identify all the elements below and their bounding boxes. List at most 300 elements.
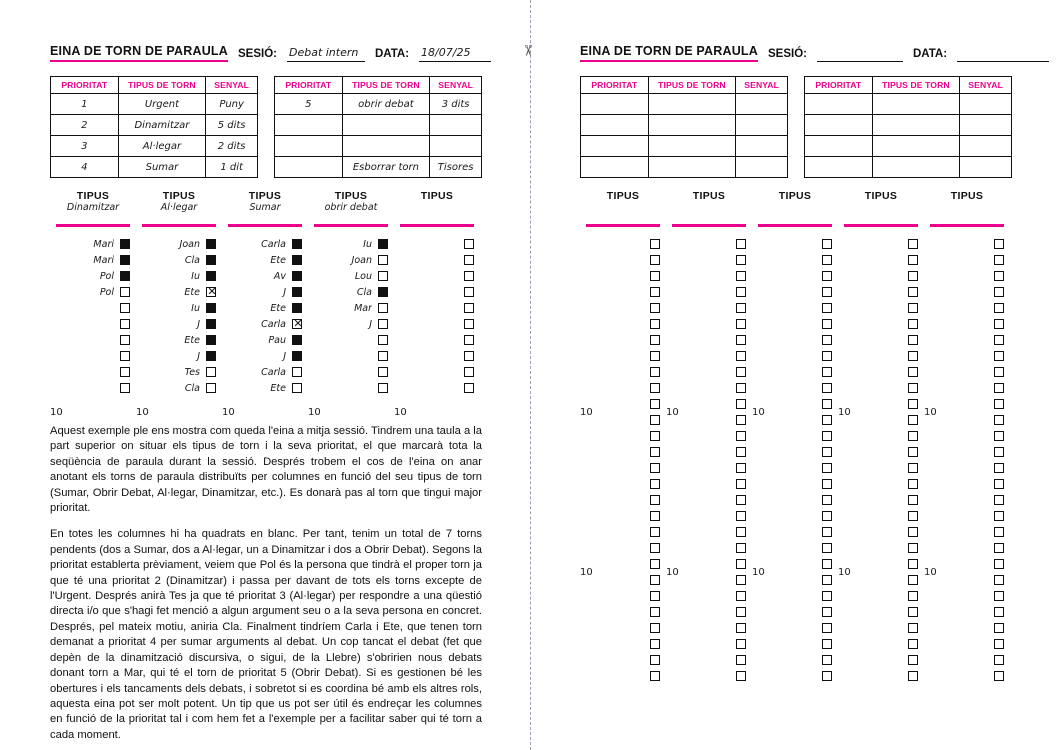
checkbox-empty[interactable] [464, 303, 474, 313]
cell-prioritat[interactable]: 5 [275, 94, 343, 115]
turn-name[interactable]: Iu [363, 238, 372, 250]
checkbox-empty[interactable] [908, 463, 918, 473]
checkbox-empty[interactable] [650, 623, 660, 633]
checkbox-empty[interactable] [994, 319, 1004, 329]
checkbox-empty[interactable] [650, 495, 660, 505]
checkbox-empty[interactable] [120, 287, 130, 297]
checkbox-empty[interactable] [994, 335, 1004, 345]
cell-prioritat[interactable] [275, 115, 343, 136]
checkbox-empty[interactable] [822, 543, 832, 553]
cell-prioritat[interactable] [581, 157, 649, 178]
checkbox-filled[interactable] [292, 271, 302, 281]
cell-prioritat[interactable] [581, 136, 649, 157]
checkbox-empty[interactable] [908, 431, 918, 441]
turn-name[interactable]: Ete [270, 302, 286, 314]
checkbox-empty[interactable] [994, 527, 1004, 537]
cell-tipus[interactable] [648, 115, 736, 136]
checkbox-empty[interactable] [908, 655, 918, 665]
checkbox-empty[interactable] [908, 399, 918, 409]
checkbox-empty[interactable] [650, 575, 660, 585]
checkbox-empty[interactable] [994, 239, 1004, 249]
checkbox-empty[interactable] [994, 383, 1004, 393]
turn-name[interactable]: Joan [179, 238, 200, 250]
cell-senyal[interactable] [960, 115, 1012, 136]
checkbox-empty[interactable] [994, 655, 1004, 665]
checkbox-empty[interactable] [650, 655, 660, 665]
cell-senyal[interactable]: Puny [206, 94, 258, 115]
turn-name[interactable]: J [197, 350, 200, 362]
checkbox-empty[interactable] [650, 591, 660, 601]
cell-tipus[interactable] [872, 94, 960, 115]
turn-name[interactable]: Pol [99, 286, 114, 298]
checkbox-empty[interactable] [650, 239, 660, 249]
checkbox-empty[interactable] [650, 383, 660, 393]
checkbox-empty[interactable] [120, 367, 130, 377]
checkbox-empty[interactable] [650, 255, 660, 265]
turn-name[interactable]: J [283, 350, 286, 362]
checkbox-empty[interactable] [908, 367, 918, 377]
checkbox-empty[interactable] [650, 431, 660, 441]
checkbox-empty[interactable] [822, 351, 832, 361]
turn-row [580, 636, 666, 652]
turn-name[interactable]: Carla [261, 366, 286, 378]
turn-column-type[interactable] [924, 202, 1010, 215]
turn-row [752, 300, 838, 316]
checkbox-empty[interactable] [994, 255, 1004, 265]
scissors-icon: ✂ [518, 44, 536, 57]
checkbox-filled[interactable] [292, 335, 302, 345]
checkbox-filled[interactable] [292, 351, 302, 361]
cell-senyal[interactable] [736, 157, 788, 178]
checkbox-empty[interactable] [822, 479, 832, 489]
checkbox-empty[interactable] [650, 319, 660, 329]
checkbox-empty[interactable] [650, 527, 660, 537]
checkbox-empty[interactable] [994, 495, 1004, 505]
cell-prioritat[interactable] [581, 115, 649, 136]
checkbox-empty[interactable] [206, 367, 216, 377]
cell-senyal[interactable]: 2 dits [206, 136, 258, 157]
checkbox-empty[interactable] [822, 591, 832, 601]
checkbox-empty[interactable] [822, 495, 832, 505]
cell-prioritat[interactable] [805, 157, 873, 178]
checkbox-empty[interactable] [994, 607, 1004, 617]
cell-tipus[interactable]: Esborrar torn [342, 157, 430, 178]
cell-tipus[interactable]: Sumar [118, 157, 206, 178]
checkbox-empty[interactable] [994, 399, 1004, 409]
cell-senyal[interactable] [960, 136, 1012, 157]
checkbox-empty[interactable] [822, 447, 832, 457]
cell-tipus[interactable]: obrir debat [342, 94, 430, 115]
turn-column-type[interactable] [752, 202, 838, 215]
checkbox-empty[interactable] [378, 351, 388, 361]
checkbox-filled[interactable] [206, 303, 216, 313]
checkbox-empty[interactable] [120, 383, 130, 393]
checkbox-filled[interactable] [292, 239, 302, 249]
checkbox-empty[interactable] [464, 383, 474, 393]
checkbox-empty[interactable] [736, 415, 746, 425]
checkbox-empty[interactable] [908, 239, 918, 249]
checkbox-empty[interactable] [908, 559, 918, 569]
cell-senyal[interactable] [960, 157, 1012, 178]
cell-tipus[interactable] [342, 115, 430, 136]
checkbox-empty[interactable] [736, 607, 746, 617]
col-header-senyal: SENYAL [736, 77, 788, 94]
turn-column-type[interactable] [394, 202, 480, 215]
cell-prioritat[interactable]: 3 [51, 136, 119, 157]
cell-tipus[interactable] [648, 136, 736, 157]
left-date-field[interactable] [419, 47, 491, 62]
checkbox-empty[interactable] [736, 591, 746, 601]
turn-row [580, 620, 666, 636]
checkbox-empty[interactable] [908, 287, 918, 297]
cell-senyal[interactable] [736, 94, 788, 115]
checkbox-empty[interactable] [736, 575, 746, 585]
checkbox-empty[interactable] [464, 319, 474, 329]
checkbox-empty[interactable] [736, 623, 746, 633]
checkbox-empty[interactable] [994, 287, 1004, 297]
checkbox-empty[interactable] [736, 671, 746, 681]
turn-row [838, 604, 924, 620]
checkbox-empty[interactable] [822, 335, 832, 345]
checkbox-filled[interactable] [206, 239, 216, 249]
cell-senyal[interactable] [430, 136, 482, 157]
checkbox-empty[interactable] [650, 287, 660, 297]
turn-row [308, 364, 394, 380]
checkbox-empty[interactable] [822, 559, 832, 569]
turn-name[interactable]: Mar [354, 302, 372, 314]
checkbox-empty[interactable] [464, 287, 474, 297]
checkbox-empty[interactable] [736, 239, 746, 249]
checkbox-empty[interactable] [994, 639, 1004, 649]
cell-tipus[interactable] [342, 136, 430, 157]
checkbox-empty[interactable] [650, 303, 660, 313]
turn-row [50, 316, 136, 332]
turn-name[interactable]: Carla [261, 318, 286, 330]
checkbox-empty[interactable] [650, 543, 660, 553]
checkbox-empty[interactable] [908, 575, 918, 585]
checkbox-empty[interactable] [822, 575, 832, 585]
turn-row [394, 316, 480, 332]
checkbox-empty[interactable] [908, 495, 918, 505]
turn-name[interactable]: Cla [184, 254, 200, 266]
checkbox-empty[interactable] [908, 335, 918, 345]
checkbox-empty[interactable] [994, 591, 1004, 601]
checkbox-empty[interactable] [650, 415, 660, 425]
cell-tipus[interactable] [648, 157, 736, 178]
checkbox-empty[interactable] [378, 303, 388, 313]
cell-tipus[interactable] [872, 136, 960, 157]
turn-column-type[interactable]: obrir debat [324, 202, 378, 213]
checkbox-empty[interactable] [822, 239, 832, 249]
right-date-field[interactable] [957, 47, 1049, 62]
cell-tipus[interactable] [872, 115, 960, 136]
checkbox-empty[interactable] [378, 319, 388, 329]
checkbox-filled[interactable] [206, 335, 216, 345]
left-session-field[interactable] [287, 47, 365, 62]
right-session-field[interactable] [817, 47, 903, 62]
cell-tipus[interactable] [648, 94, 736, 115]
checkbox-empty[interactable] [464, 255, 474, 265]
checkbox-empty[interactable] [822, 271, 832, 281]
cell-tipus[interactable]: Al·legar [118, 136, 206, 157]
cell-prioritat[interactable] [805, 115, 873, 136]
checkbox-empty[interactable] [464, 367, 474, 377]
checkbox-empty[interactable] [464, 335, 474, 345]
turn-name[interactable]: Ete [184, 334, 200, 346]
checkbox-empty[interactable] [736, 335, 746, 345]
checkbox-empty[interactable] [736, 559, 746, 569]
checkbox-empty[interactable] [736, 527, 746, 537]
checkbox-empty[interactable] [736, 271, 746, 281]
checkbox-empty[interactable] [378, 255, 388, 265]
checkbox-empty[interactable] [736, 463, 746, 473]
checkbox-filled[interactable] [206, 255, 216, 265]
checkbox-empty[interactable] [822, 303, 832, 313]
checkbox-empty[interactable] [650, 447, 660, 457]
cell-senyal[interactable]: Tisores [430, 157, 482, 178]
turn-name[interactable]: Av [273, 270, 286, 282]
checkbox-empty[interactable] [292, 383, 302, 393]
cell-tipus[interactable]: Urgent [118, 94, 206, 115]
checkbox-filled[interactable] [206, 271, 216, 281]
checkbox-empty[interactable] [994, 431, 1004, 441]
checkbox-empty[interactable] [908, 303, 918, 313]
checkbox-empty[interactable] [120, 319, 130, 329]
checkbox-empty[interactable] [908, 255, 918, 265]
checkbox-empty[interactable] [822, 655, 832, 665]
cell-senyal[interactable]: 1 dit [206, 157, 258, 178]
checkbox-filled[interactable] [120, 255, 130, 265]
checkbox-empty[interactable] [822, 511, 832, 521]
turn-column-type[interactable] [838, 202, 924, 215]
checkbox-empty[interactable] [736, 367, 746, 377]
checkbox-empty[interactable] [822, 255, 832, 265]
cell-senyal[interactable] [430, 115, 482, 136]
turn-row [924, 524, 1010, 540]
checkbox-empty[interactable] [822, 399, 832, 409]
checkbox-filled[interactable] [206, 319, 216, 329]
checkbox-empty[interactable] [908, 271, 918, 281]
checkbox-filled[interactable] [206, 351, 216, 361]
turn-name[interactable]: Joan [351, 254, 372, 266]
checkbox-empty[interactable] [464, 351, 474, 361]
checkbox-empty[interactable] [206, 383, 216, 393]
cell-senyal[interactable] [736, 115, 788, 136]
checkbox-crossed[interactable] [206, 287, 216, 297]
turn-row [136, 236, 222, 252]
cell-tipus[interactable]: Dinamitzar [118, 115, 206, 136]
checkbox-empty[interactable] [822, 415, 832, 425]
checkbox-empty[interactable] [120, 303, 130, 313]
checkbox-empty[interactable] [650, 671, 660, 681]
checkbox-filled[interactable] [378, 239, 388, 249]
checkbox-empty[interactable] [736, 303, 746, 313]
turn-name[interactable]: Iu [191, 270, 200, 282]
checkbox-empty[interactable] [908, 607, 918, 617]
checkbox-empty[interactable] [822, 319, 832, 329]
cell-senyal[interactable] [960, 94, 1012, 115]
checkbox-empty[interactable] [736, 479, 746, 489]
checkbox-empty[interactable] [650, 271, 660, 281]
checkbox-empty[interactable] [736, 399, 746, 409]
checkbox-empty[interactable] [994, 543, 1004, 553]
checkbox-filled[interactable] [378, 287, 388, 297]
turn-name[interactable]: Ete [270, 254, 286, 266]
turn-name[interactable]: J [369, 318, 372, 330]
checkbox-empty[interactable] [822, 639, 832, 649]
checkbox-empty[interactable] [650, 463, 660, 473]
checkbox-empty[interactable] [650, 639, 660, 649]
checkbox-empty[interactable] [464, 271, 474, 281]
checkbox-empty[interactable] [994, 303, 1004, 313]
turn-name[interactable]: Tes [184, 366, 200, 378]
cell-prioritat[interactable] [581, 94, 649, 115]
checkbox-empty[interactable] [908, 591, 918, 601]
turn-name[interactable]: Lou [354, 270, 372, 282]
checkbox-empty[interactable] [822, 383, 832, 393]
turn-name[interactable]: Mari [93, 238, 114, 250]
cell-senyal[interactable]: 5 dits [206, 115, 258, 136]
checkbox-empty[interactable] [736, 543, 746, 553]
cell-prioritat[interactable]: 4 [51, 157, 119, 178]
cell-tipus[interactable] [872, 157, 960, 178]
checkbox-empty[interactable] [736, 495, 746, 505]
turn-name[interactable]: Pol [99, 270, 114, 282]
turn-name[interactable]: J [283, 286, 286, 298]
checkbox-empty[interactable] [908, 511, 918, 521]
checkbox-filled[interactable] [292, 287, 302, 297]
checkbox-empty[interactable] [120, 351, 130, 361]
checkbox-empty[interactable] [822, 367, 832, 377]
cell-senyal[interactable] [736, 136, 788, 157]
turn-column-type[interactable]: Dinamitzar [66, 202, 120, 213]
checkbox-empty[interactable] [908, 447, 918, 457]
checkbox-empty[interactable] [822, 607, 832, 617]
checkbox-empty[interactable] [378, 335, 388, 345]
checkbox-empty[interactable] [994, 463, 1004, 473]
checkbox-empty[interactable] [822, 431, 832, 441]
turn-column-type[interactable]: Sumar [249, 202, 281, 213]
turn-column-type[interactable] [666, 202, 752, 215]
checkbox-empty[interactable] [994, 415, 1004, 425]
checkbox-empty[interactable] [994, 623, 1004, 633]
checkbox-empty[interactable] [736, 655, 746, 665]
turn-column-type[interactable]: Al·legar [160, 202, 198, 213]
turn-name[interactable]: Ete [184, 286, 200, 298]
cell-prioritat[interactable] [805, 136, 873, 157]
checkbox-crossed[interactable] [292, 319, 302, 329]
checkbox-empty[interactable] [822, 671, 832, 681]
checkbox-empty[interactable] [378, 383, 388, 393]
turn-name[interactable]: Cla [184, 382, 200, 394]
turn-name[interactable]: Pau [268, 334, 286, 346]
checkbox-empty[interactable] [736, 639, 746, 649]
checkbox-empty[interactable] [908, 543, 918, 553]
checkbox-empty[interactable] [908, 351, 918, 361]
checkbox-empty[interactable] [650, 607, 660, 617]
turn-column-type[interactable] [580, 202, 666, 215]
cell-prioritat[interactable]: 2 [51, 115, 119, 136]
turn-column-title: TIPUS [864, 190, 898, 202]
cell-prioritat[interactable] [275, 136, 343, 157]
checkbox-empty[interactable] [464, 239, 474, 249]
checkbox-empty[interactable] [994, 351, 1004, 361]
checkbox-empty[interactable] [908, 527, 918, 537]
checkbox-filled[interactable] [292, 255, 302, 265]
checkbox-empty[interactable] [650, 335, 660, 345]
col-header-senyal: SENYAL [960, 77, 1012, 94]
checkbox-empty[interactable] [822, 287, 832, 297]
checkbox-empty[interactable] [908, 319, 918, 329]
checkbox-empty[interactable] [994, 271, 1004, 281]
checkbox-empty[interactable] [736, 431, 746, 441]
cell-prioritat[interactable] [805, 94, 873, 115]
checkbox-empty[interactable] [650, 559, 660, 569]
turn-name[interactable]: J [197, 318, 200, 330]
checkbox-empty[interactable] [736, 255, 746, 265]
checkbox-empty[interactable] [736, 511, 746, 521]
checkbox-empty[interactable] [120, 335, 130, 345]
checkbox-filled[interactable] [292, 303, 302, 313]
cell-prioritat[interactable] [275, 157, 343, 178]
turn-name[interactable]: Mari [93, 254, 114, 266]
turn-name[interactable]: Carla [261, 238, 286, 250]
checkbox-empty[interactable] [908, 415, 918, 425]
turn-row [838, 316, 924, 332]
checkbox-empty[interactable] [736, 351, 746, 361]
checkbox-empty[interactable] [736, 447, 746, 457]
checkbox-empty[interactable] [908, 383, 918, 393]
checkbox-empty[interactable] [650, 399, 660, 409]
turn-row [222, 284, 308, 300]
checkbox-empty[interactable] [736, 319, 746, 329]
checkbox-empty[interactable] [378, 367, 388, 377]
checkbox-empty[interactable] [822, 527, 832, 537]
checkbox-empty[interactable] [994, 575, 1004, 585]
turn-name[interactable]: Ete [270, 382, 286, 394]
checkbox-empty[interactable] [378, 271, 388, 281]
checkbox-empty[interactable] [650, 351, 660, 361]
checkbox-empty[interactable] [994, 447, 1004, 457]
checkbox-filled[interactable] [120, 239, 130, 249]
turn-row [580, 428, 666, 444]
checkbox-empty[interactable] [292, 367, 302, 377]
checkbox-empty[interactable] [650, 367, 660, 377]
checkbox-empty[interactable] [908, 639, 918, 649]
checkbox-empty[interactable] [736, 287, 746, 297]
turn-row [222, 252, 308, 268]
checkbox-empty[interactable] [822, 463, 832, 473]
turn-name[interactable]: Iu [191, 302, 200, 314]
checkbox-empty[interactable] [650, 511, 660, 521]
checkbox-empty[interactable] [908, 671, 918, 681]
checkbox-empty[interactable] [994, 671, 1004, 681]
checkbox-empty[interactable] [994, 559, 1004, 569]
checkbox-empty[interactable] [822, 623, 832, 633]
checkbox-empty[interactable] [994, 367, 1004, 377]
checkbox-empty[interactable] [994, 511, 1004, 521]
checkbox-empty[interactable] [994, 479, 1004, 489]
checkbox-empty[interactable] [650, 479, 660, 489]
checkbox-filled[interactable] [120, 271, 130, 281]
checkbox-empty[interactable] [736, 383, 746, 393]
cell-senyal[interactable]: 3 dits [430, 94, 482, 115]
turn-name[interactable]: Cla [356, 286, 372, 298]
checkbox-empty[interactable] [908, 623, 918, 633]
cell-prioritat[interactable]: 1 [51, 94, 119, 115]
checkbox-empty[interactable] [908, 479, 918, 489]
column-counter: 10 [666, 407, 679, 418]
